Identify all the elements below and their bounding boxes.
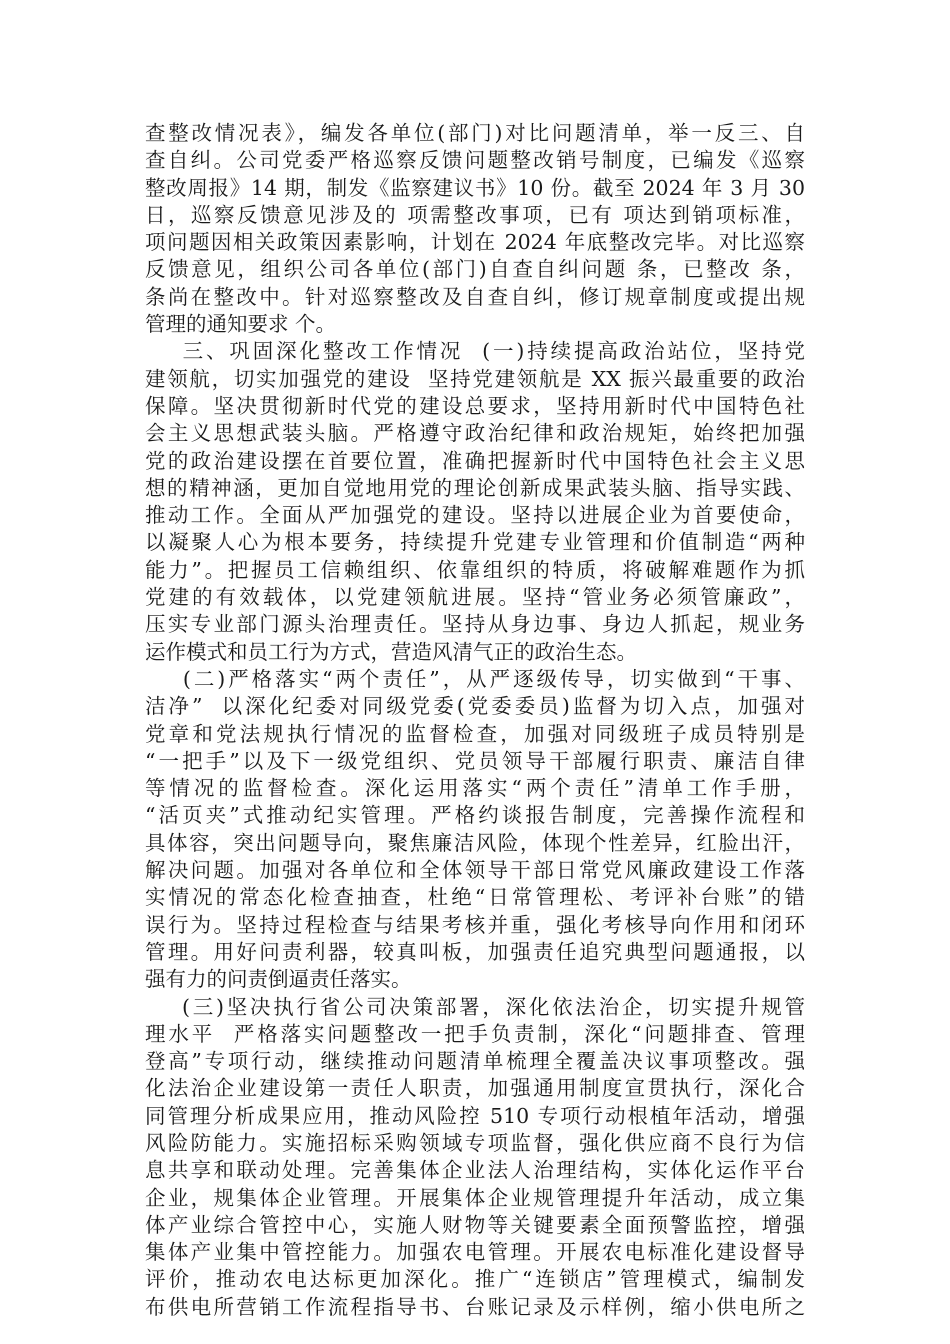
text-line: 布供电所营销工作流程指导书、台账记录及示样例，缩小供电所之: [145, 1294, 805, 1319]
text-line: 强有力的问责倒逼责任落实。: [145, 967, 412, 992]
text-line: 实情况的常态化检查抽查，杜绝“日常管理松、考评补台账”的错: [145, 885, 805, 910]
text-line: “活页夹”式推动纪实管理。严格约谈报告制度，完善操作流程和: [145, 803, 805, 828]
text-line: 集体产业集中管控能力。加强农电管理。开展农电标准化建设督导: [145, 1240, 805, 1265]
text-line: 保障。坚决贯彻新时代党的建设总要求，坚持用新时代中国特色社: [145, 393, 805, 418]
text-line: 会主义思想武装头脑。严格遵守政治纪律和政治规矩，始终把加强: [145, 421, 805, 446]
text-line: “一把手”以及下一级党组织、党员领导干部履行职责、廉洁自律: [145, 748, 805, 773]
text-line: 项问题因相关政策因素影响，计划在 2024 年底整改完毕。对比巡察: [145, 230, 805, 255]
text-line: 压实专业部门源头治理责任。坚持从身边事、身边人抓起，规业务: [145, 612, 805, 637]
text-line: 条尚在整改中。针对巡察整改及自查自纠，修订规章制度或提出规: [145, 284, 805, 309]
text-line: 误行为。坚持过程检查与结果考核并重，强化考核导向作用和闭环: [145, 912, 805, 937]
text-line: 党章和党法规执行情况的监督检查，加强对同级班子成员特别是: [145, 721, 805, 746]
text-line: 登高”专项行动，继续推动问题清单梳理全覆盖决议事项整改。强: [145, 1049, 805, 1074]
text-line: 反馈意见，组织公司各单位(部门)自查自纠问题 条，已整改 条，: [145, 257, 805, 282]
text-line: 日，巡察反馈意见涉及的 项需整改事项，已有 项达到销项标准，: [145, 202, 805, 227]
text-line: (三)坚决执行省公司决策部署，深化依法治企，切实提升规管: [145, 994, 805, 1019]
text-line: 三、巩固深化整改工作情况 (一)持续提高政治站位，坚持党: [145, 339, 805, 364]
text-line: 管理。用好问责利器，较真叫板，加强责任追究典型问题通报，以: [145, 939, 805, 964]
text-line: 想的精神涵，更加自觉地用党的理论创新成果武装头脑、指导实践、: [145, 475, 805, 500]
text-line: 党建的有效载体，以党建领航进展。坚持“管业务必须管廉政”，: [145, 585, 805, 610]
text-line: 以凝聚人心为根本要务，持续提升党建专业管理和价值制造“两种: [145, 530, 805, 555]
text-line: 企业，规集体企业管理。开展集体企业规管理提升年活动，成立集: [145, 1185, 805, 1210]
text-line: 能力”。把握员工信赖组织、依靠组织的特质，将破解难题作为抓: [145, 557, 805, 582]
text-line: 建领航，切实加强党的建设 坚持党建领航是 XX 振兴最重要的政治: [145, 366, 805, 391]
text-line: 化法治企业建设第一责任人职责，加强通用制度宣贯执行，深化合: [145, 1076, 805, 1101]
text-line: 管理的通知要求 个。: [145, 312, 337, 337]
text-line: 推动工作。全面从严加强党的建设。坚持以进展企业为首要使命，: [145, 503, 805, 528]
text-line: 解决问题。加强对各单位和全体领导干部日常党风廉政建设工作落: [145, 858, 805, 883]
text-line: 体产业综合管控中心，实施人财物等关键要素全面预警监控，增强: [145, 1212, 805, 1237]
text-line: 运作模式和员工行为方式，营造风清气正的政治生态。: [145, 639, 637, 664]
text-line: 整改周报》14 期，制发《监察建议书》10 份。截至 2024 年 3 月 30: [145, 175, 805, 200]
text-line: 查自纠。公司党委严格巡察反馈问题整改销号制度，已编发《巡察: [145, 148, 805, 173]
text-line: 党的政治建设摆在首要位置，准确把握新时代中国特色社会主义思: [145, 448, 805, 473]
text-line: 等情况的监督检查。深化运用落实“两个责任”清单工作手册，: [145, 776, 805, 801]
text-line: 同管理分析成果应用，推动风险控 510 专项行动根植年活动，增强: [145, 1103, 805, 1128]
text-line: 理水平 严格落实问题整改一把手负责制，深化“问题排查、管理: [145, 1021, 805, 1046]
text-line: 评价，推动农电达标更加深化。推广“连锁店”管理模式，编制发: [145, 1267, 805, 1292]
document-body: [145, 120, 805, 1321]
text-line: (二)严格落实“两个责任”，从严逐级传导，切实做到“干事、: [145, 666, 805, 691]
text-line: 查整改情况表》，编发各单位(部门)对比问题清单，举一反三、自: [145, 121, 805, 145]
text-line: 洁净” 以深化纪委对同级党委(党委委员)监督为切入点，加强对: [145, 694, 805, 719]
text-line: 具体容，突出问题导向，聚焦廉洁风险，体现个性差异，红脸出汗，: [145, 830, 805, 855]
text-line: 息共享和联动处理。完善集体企业法人治理结构，实体化运作平台: [145, 1158, 805, 1183]
text-line: 风险防能力。实施招标采购领域专项监督，强化供应商不良行为信: [145, 1130, 805, 1155]
